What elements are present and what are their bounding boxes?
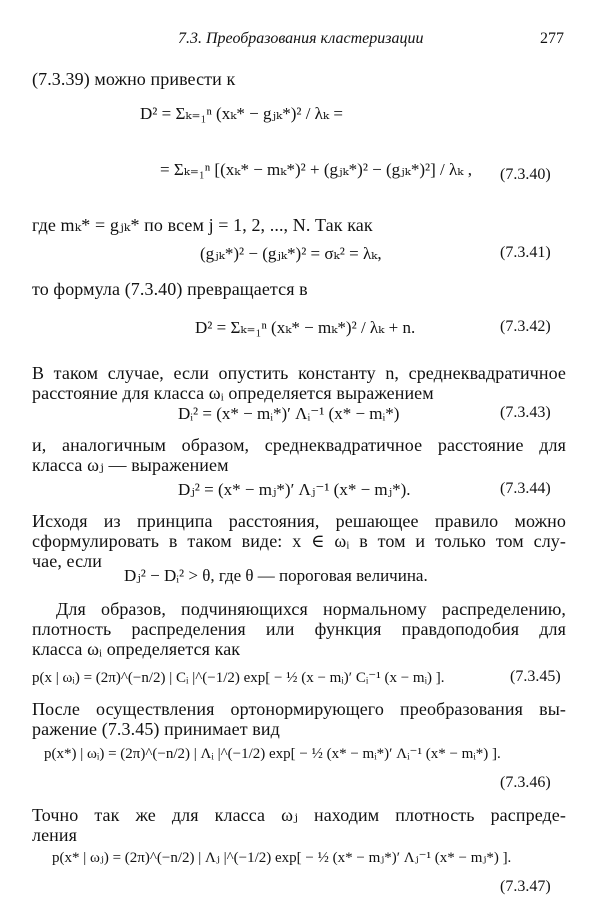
equation-7-3-40-line2: = Σₖ₌₁ⁿ [(xₖ* − mₖ*)² + (gⱼₖ*)² − (gⱼₖ*)²] / λₖ , (160, 160, 472, 179)
decision-rule-equation: Dⱼ² − Dᵢ² > θ, где θ — пороговая величина. (124, 566, 428, 585)
equation-number: (7.3.47) (500, 878, 551, 895)
text-line: Исходя из принципа расстояния, решающее правило можно (32, 511, 566, 531)
text-line: После осуществления ортонормирующего преобразования вы- (32, 699, 566, 719)
equation-number: (7.3.43) (500, 404, 551, 421)
running-header (0, 30, 600, 54)
text-line: (7.3.39) можно привести к (32, 69, 236, 89)
equation-7-3-45: p(x | ωᵢ) = (2π)^(−n/2) | Cᵢ |^(−1/2) exp[ − ½ (x − mᵢ)′ Cᵢ⁻¹ (x − mᵢ) ]. (32, 670, 445, 686)
text-line: Для образов, подчиняющихся нормальному распределению, (56, 599, 566, 619)
equation-7-3-40-line1: D² = Σₖ₌₁ⁿ (xₖ* − gⱼₖ*)² / λₖ = (140, 104, 343, 123)
equation-number: (7.3.40) (500, 166, 551, 183)
text-line: ражение (7.3.45) принимает вид (32, 719, 280, 739)
text-line: класса ωᵢ определяется как (32, 639, 241, 659)
equation-number: (7.3.44) (500, 480, 551, 497)
equation-7-3-41: (gⱼₖ*)² − (gⱼₖ*)² = σₖ² = λₖ, (200, 244, 382, 263)
equation-number: (7.3.42) (500, 318, 551, 335)
equation-7-3-47: p(x* | ωⱼ) = (2π)^(−n/2) | Λⱼ |^(−1/2) exp[ − ½ (x* − mⱼ*)′ Λⱼ⁻¹ (x* − mⱼ*) ]. (52, 850, 512, 866)
running-title: 7.3. Преобразования кластеризации (178, 30, 424, 47)
text-line: класса ωⱼ — выражением (32, 455, 229, 475)
text-line: то формула (7.3.40) превращается в (32, 279, 308, 299)
text-line: где mₖ* = gⱼₖ* по всем j = 1, 2, ..., N. Так как (32, 215, 373, 235)
equation-7-3-42: D² = Σₖ₌₁ⁿ (xₖ* − mₖ*)² / λₖ + n. (195, 318, 416, 337)
text-line: плотность распределения или функция правдоподобия для (32, 619, 566, 639)
equation-7-3-44: Dⱼ² = (x* − mⱼ*)′ Λⱼ⁻¹ (x* − mⱼ*). (178, 480, 411, 499)
equation-number: (7.3.46) (500, 774, 551, 791)
text-line: ления (32, 825, 78, 845)
text-line: сформулировать в таком виде: x ∈ ωᵢ в том и только том слу- (32, 531, 566, 551)
text-line: Точно так же для класса ωⱼ находим плотность распреде- (32, 805, 566, 825)
equation-number: (7.3.45) (510, 668, 561, 685)
equation-7-3-46: p(x*) | ωᵢ) = (2π)^(−n/2) | Λᵢ |^(−1/2) exp[ − ½ (x* − mᵢ*)′ Λᵢ⁻¹ (x* − mᵢ*) ]. (44, 746, 501, 762)
text-line: расстояние для класса ωᵢ определяется выражением (32, 383, 434, 403)
text-line: чае, если (32, 551, 102, 571)
page-number: 277 (540, 30, 564, 47)
text-line: и, аналогичным образом, среднеквадратичное расстояние для (32, 435, 566, 455)
equation-number: (7.3.41) (500, 244, 551, 261)
text-line: В таком случае, если опустить константу n, среднеквадратичное (32, 363, 566, 383)
equation-7-3-43: Dᵢ² = (x* − mᵢ*)′ Λᵢ⁻¹ (x* − mᵢ*) (178, 404, 400, 423)
